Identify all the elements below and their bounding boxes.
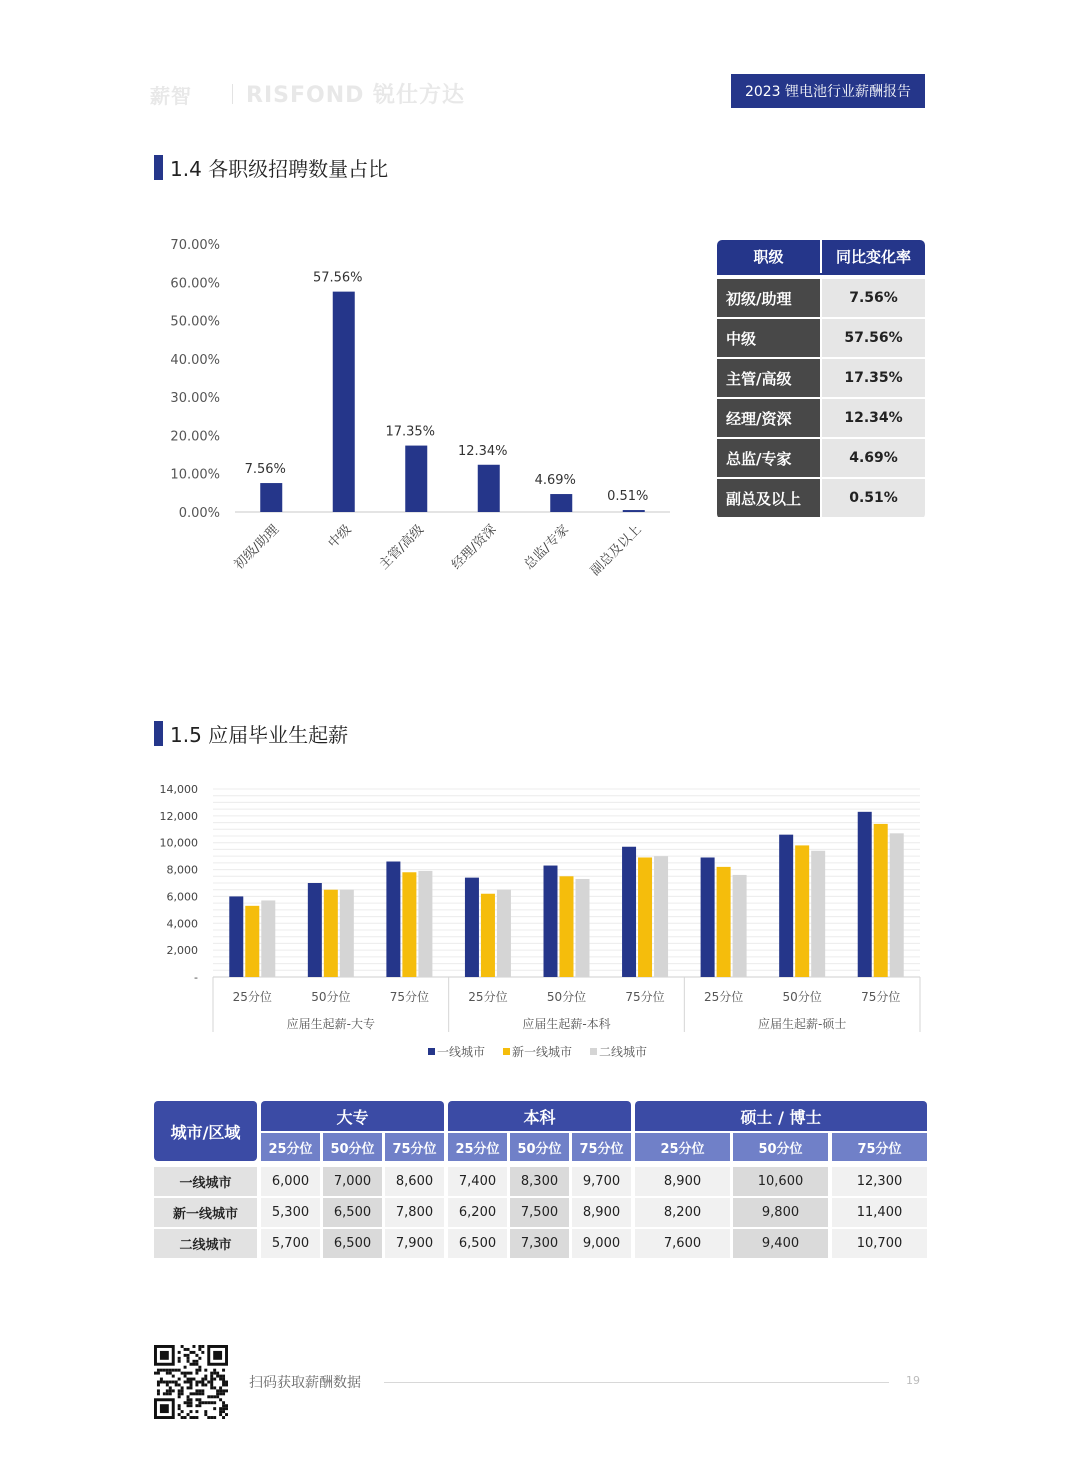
section-marker — [154, 721, 163, 746]
bar — [638, 857, 652, 977]
grade-cell: 初级/助理 — [717, 279, 820, 317]
bar — [576, 879, 590, 977]
salary-cell: 7,000 — [323, 1167, 382, 1196]
scan-cta-text: 扫码获取薪酬数据 — [249, 1375, 361, 1391]
salary-cell: 9,000 — [572, 1229, 631, 1258]
y-tick-label: 0.00% — [178, 506, 220, 521]
y-tick-label: 10,000 — [159, 836, 198, 850]
sub-header: 75分位 — [572, 1133, 631, 1161]
sub-header: 25分位 — [261, 1133, 320, 1161]
legend-label: 新一线城市 — [512, 1045, 573, 1059]
y-tick-label: 8,000 — [166, 863, 198, 877]
y-tick-label: 4,000 — [166, 917, 198, 931]
y-tick-label: 14,000 — [159, 783, 198, 796]
grade-change-table — [717, 240, 925, 519]
table-row — [717, 279, 925, 317]
grade-cell: 副总及以上 — [717, 479, 820, 517]
header-underline — [717, 273, 925, 275]
legend-swatch — [503, 1048, 510, 1055]
logo-divider — [232, 84, 233, 104]
salary-cell: 5,700 — [261, 1229, 320, 1258]
y-tick-label: 10.00% — [170, 467, 220, 483]
bar — [811, 851, 825, 977]
bar — [245, 906, 259, 977]
sub-header: 50分位 — [510, 1133, 569, 1161]
sub-header: 25分位 — [448, 1133, 507, 1161]
header-change-rate: 同比变化率 — [822, 240, 925, 273]
salary-cell: 8,200 — [635, 1198, 730, 1227]
legend-label: 二线城市 — [599, 1045, 648, 1059]
legend-swatch — [428, 1048, 435, 1055]
bar — [324, 890, 338, 977]
rate-cell: 4.69% — [822, 439, 925, 477]
data-label: 17.35% — [385, 424, 436, 440]
bar — [229, 896, 243, 977]
salary-cell: 7,400 — [448, 1167, 507, 1196]
salary-cell: 7,800 — [385, 1198, 444, 1227]
bar — [623, 510, 645, 512]
salary-cell: 7,300 — [510, 1229, 569, 1258]
table-header — [717, 240, 925, 273]
x-tick-label: 25分位 — [232, 990, 272, 1004]
page-number: 19 — [906, 1374, 920, 1387]
bar — [874, 824, 888, 977]
graduate-salary-table — [154, 1101, 927, 1261]
x-tick-label: 主管/高级 — [376, 522, 428, 573]
sub-header: 25分位 — [635, 1133, 730, 1161]
graduate-salary-grouped-bar-chart — [150, 775, 930, 1070]
grade-cell: 中级 — [717, 319, 820, 357]
table-row — [717, 479, 925, 517]
x-tick-label: 中级 — [325, 522, 355, 552]
bar — [654, 856, 668, 977]
salary-cell: 9,800 — [733, 1198, 828, 1227]
legend-swatch — [590, 1048, 597, 1055]
x-tick-label: 75分位 — [625, 990, 665, 1004]
legend-label: 一线城市 — [437, 1045, 486, 1059]
section-title-text: 1.4 各职级招聘数量占比 — [170, 157, 389, 181]
y-tick-label: - — [194, 971, 198, 984]
bar — [497, 890, 511, 977]
section-title-1-4 — [154, 153, 388, 182]
bar — [701, 857, 715, 977]
bar — [795, 845, 809, 977]
y-tick-label: 60.00% — [170, 276, 220, 292]
y-tick-label: 70.00% — [170, 238, 220, 253]
header-grade: 职级 — [717, 240, 822, 273]
salary-cell: 7,500 — [510, 1198, 569, 1227]
salary-cell: 7,600 — [635, 1229, 730, 1258]
bar — [340, 890, 354, 977]
bar — [779, 835, 793, 977]
city-region-header: 城市/区域 — [154, 1101, 257, 1161]
bar — [261, 900, 275, 977]
x-tick-label: 副总及以上 — [587, 522, 645, 579]
grade-cell: 总监/专家 — [717, 439, 820, 477]
y-tick-label: 12,000 — [159, 809, 198, 823]
bar — [333, 292, 355, 512]
grade-cell: 经理/资深 — [717, 399, 820, 437]
table-row — [717, 439, 925, 477]
sub-header: 75分位 — [832, 1133, 927, 1161]
xinzhi-logo: 薪智 — [150, 84, 192, 108]
bar — [405, 446, 427, 512]
bar — [560, 876, 574, 977]
report-title-badge: 2023 锂电池行业薪酬报告 — [731, 74, 925, 108]
table-row — [717, 319, 925, 357]
x-tick-label: 50分位 — [782, 990, 822, 1004]
salary-cell: 9,700 — [572, 1167, 631, 1196]
y-tick-label: 40.00% — [170, 352, 220, 368]
x-tick-label: 75分位 — [389, 990, 430, 1004]
bar — [481, 894, 495, 977]
data-label: 57.56% — [312, 270, 363, 286]
bar — [717, 867, 731, 977]
section-title-1-5 — [154, 719, 348, 748]
bar — [858, 812, 872, 977]
section-marker — [154, 155, 163, 180]
city-row-label: 二线城市 — [154, 1229, 257, 1258]
bar — [733, 875, 747, 977]
salary-cell: 6,000 — [261, 1167, 320, 1196]
salary-cell: 10,700 — [832, 1229, 927, 1258]
x-tick-label: 50分位 — [311, 990, 351, 1004]
salary-cell: 6,500 — [323, 1198, 382, 1227]
y-tick-label: 6,000 — [166, 890, 198, 904]
sub-header: 50分位 — [323, 1133, 382, 1161]
salary-cell: 10,600 — [733, 1167, 828, 1196]
rate-cell: 7.56% — [822, 279, 925, 317]
table-row — [717, 399, 925, 437]
rate-cell: 12.34% — [822, 399, 925, 437]
bar — [622, 847, 636, 977]
risfond-logo: RISFOND 锐仕方达 — [246, 83, 466, 108]
recruitment-share-bar-chart — [150, 225, 690, 625]
group-label: 应届生起薪-大专 — [286, 1017, 376, 1031]
salary-cell: 8,900 — [572, 1198, 631, 1227]
bar — [890, 833, 904, 977]
bar — [550, 494, 572, 512]
qr-code-icon[interactable] — [153, 1345, 229, 1419]
data-label: 0.51% — [607, 489, 649, 505]
group-header-dazhuan: 大专 — [261, 1101, 444, 1131]
salary-cell: 6,500 — [448, 1229, 507, 1258]
salary-cell: 12,300 — [832, 1167, 927, 1196]
bar — [544, 866, 558, 977]
bar — [478, 465, 500, 512]
group-label: 应届生起薪-硕士 — [757, 1017, 847, 1031]
x-tick-label: 75分位 — [861, 990, 901, 1004]
salary-cell: 9,400 — [733, 1229, 828, 1258]
y-tick-label: 50.00% — [170, 314, 220, 330]
salary-cell: 6,500 — [323, 1229, 382, 1258]
group-header-master-phd: 硕士 / 博士 — [635, 1101, 927, 1131]
city-row-label: 一线城市 — [154, 1167, 257, 1196]
rate-cell: 17.35% — [822, 359, 925, 397]
grade-cell: 主管/高级 — [717, 359, 820, 397]
data-label: 4.69% — [534, 473, 576, 489]
group-header-benke: 本科 — [448, 1101, 631, 1131]
x-tick-label: 总监/专家 — [521, 522, 573, 573]
salary-cell: 8,300 — [510, 1167, 569, 1196]
bar — [386, 862, 400, 977]
salary-cell: 5,300 — [261, 1198, 320, 1227]
sub-header: 50分位 — [733, 1133, 828, 1161]
y-tick-label: 20.00% — [170, 429, 220, 445]
group-label: 应届生起薪-本科 — [522, 1017, 611, 1031]
x-tick-label: 经理/资深 — [449, 522, 500, 573]
salary-cell: 8,600 — [385, 1167, 444, 1196]
x-tick-label: 25分位 — [703, 990, 744, 1004]
salary-cell: 7,900 — [385, 1229, 444, 1258]
data-label: 7.56% — [244, 462, 286, 478]
sub-header: 75分位 — [385, 1133, 444, 1161]
data-label: 12.34% — [457, 443, 508, 459]
bar — [308, 883, 322, 977]
rate-cell: 0.51% — [822, 479, 925, 517]
x-tick-label: 25分位 — [468, 990, 508, 1004]
table-row — [717, 359, 925, 397]
bar — [402, 872, 416, 977]
bar — [418, 871, 432, 977]
bar — [465, 878, 479, 977]
bar — [260, 483, 282, 512]
y-tick-label: 30.00% — [170, 391, 220, 407]
rate-cell: 57.56% — [822, 319, 925, 357]
salary-cell: 8,900 — [635, 1167, 730, 1196]
salary-cell: 11,400 — [832, 1198, 927, 1227]
x-tick-label: 初级/助理 — [231, 522, 283, 573]
x-tick-label: 50分位 — [546, 990, 587, 1004]
y-tick-label: 2,000 — [166, 944, 198, 958]
salary-cell: 6,200 — [448, 1198, 507, 1227]
section-title-text: 1.5 应届毕业生起薪 — [170, 723, 349, 747]
city-row-label: 新一线城市 — [154, 1198, 257, 1227]
footer-divider — [384, 1382, 889, 1383]
